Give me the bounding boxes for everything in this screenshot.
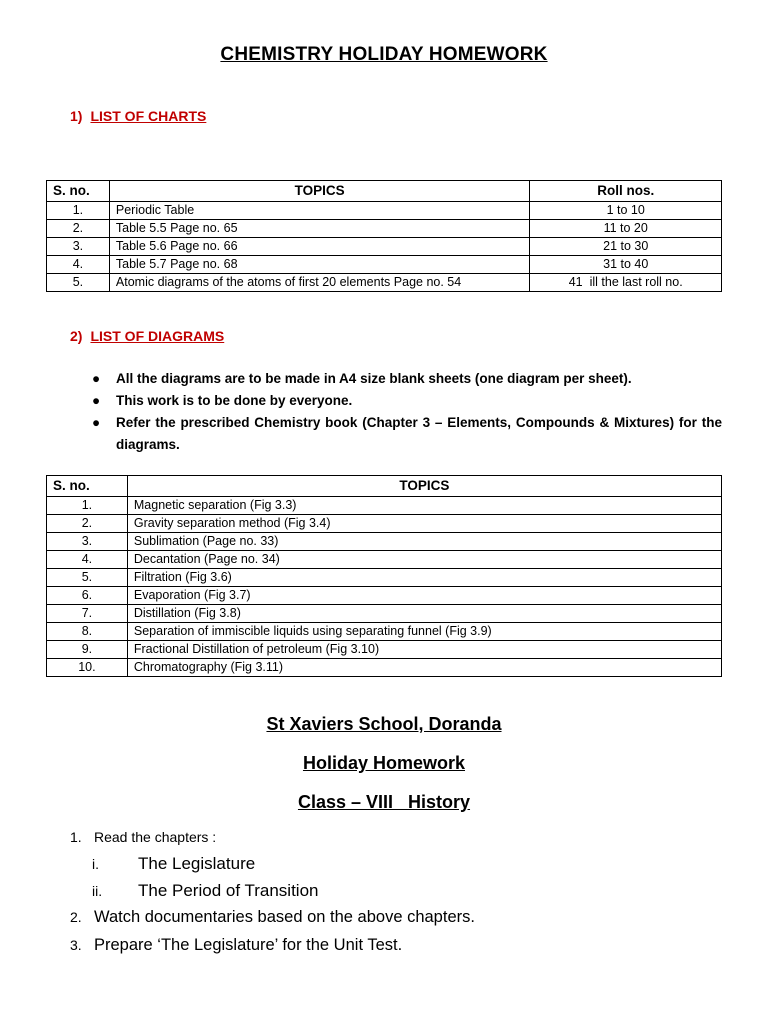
cell-topic: Separation of immiscible liquids using separating funnel (Fig 3.9) (127, 623, 721, 641)
cell-topic: Sublimation (Page no. 33) (127, 533, 721, 551)
cell-topic: Evaporation (Fig 3.7) (127, 587, 721, 605)
item-text: Watch documentaries based on the above chapters. (94, 908, 475, 926)
history-subitem (92, 854, 255, 874)
school-name: St Xaviers School, Doranda (266, 714, 502, 734)
section-charts-heading (70, 108, 206, 124)
table-row (47, 533, 722, 551)
cell-sno: 7. (47, 605, 128, 623)
history-subitem (92, 881, 318, 901)
cell-sno: 3. (47, 533, 128, 551)
cell-roll: 1 to 10 (530, 202, 722, 220)
cell-topic: Chromatography (Fig 3.11) (127, 659, 721, 677)
cell-sno: 1. (47, 497, 128, 515)
section-diagrams-heading (70, 328, 224, 344)
bullet-text: All the diagrams are to be made in A4 size blank sheets (one diagram per sheet). (116, 371, 632, 386)
cell-sno: 4. (47, 256, 110, 274)
item-text: The Period of Transition (138, 881, 319, 900)
table-row (47, 497, 722, 515)
bullet-icon: ● (92, 393, 101, 408)
table-row (47, 220, 722, 238)
table-row (47, 623, 722, 641)
cell-topic: Filtration (Fig 3.6) (127, 569, 721, 587)
cell-sno: 9. (47, 641, 128, 659)
history-item (70, 829, 216, 847)
item-text: Read the chapters : (94, 829, 217, 845)
section-number: 1) (70, 108, 83, 124)
cell-topic: Table 5.6 Page no. 66 (109, 238, 530, 256)
table-row (47, 551, 722, 569)
bullet-icon: ● (92, 415, 101, 430)
table-header-row (47, 181, 722, 202)
list-item (92, 368, 722, 390)
cell-sno: 5. (47, 569, 128, 587)
item-text: Prepare ‘The Legislature’ for the Unit Test. (94, 936, 403, 954)
cell-roll: 41 ill the last roll no. (530, 274, 722, 292)
page-title: CHEMISTRY HOLIDAY HOMEWORK (220, 44, 548, 65)
item-number: 3. (70, 937, 82, 953)
column-header-topics: TOPICS (109, 181, 530, 202)
table-row (47, 605, 722, 623)
table-row (47, 569, 722, 587)
table-row (47, 587, 722, 605)
cell-topic: Gravity separation method (Fig 3.4) (127, 515, 721, 533)
table-row (47, 274, 722, 292)
table-row (47, 256, 722, 274)
cell-roll: 21 to 30 (530, 238, 722, 256)
column-header-topics: TOPICS (127, 476, 721, 497)
history-item (70, 908, 475, 927)
cell-topic: Table 5.7 Page no. 68 (109, 256, 530, 274)
table-row (47, 515, 722, 533)
cell-topic: Magnetic separation (Fig 3.3) (127, 497, 721, 515)
list-item (92, 390, 722, 412)
table-row (47, 641, 722, 659)
history-item (70, 936, 402, 955)
item-text: The Legislature (138, 854, 256, 873)
cell-sno: 5. (47, 274, 110, 292)
table-row (47, 238, 722, 256)
cell-topic: Atomic diagrams of the atoms of first 20 elements Page no. 54 (109, 274, 530, 292)
cell-topic: Distillation (Fig 3.8) (127, 605, 721, 623)
cell-topic: Decantation (Page no. 34) (127, 551, 721, 569)
column-header-sno: S. no. (47, 476, 128, 497)
cell-sno: 6. (47, 587, 128, 605)
cell-roll: 31 to 40 (530, 256, 722, 274)
section-label: LIST OF CHARTS (90, 108, 207, 124)
charts-table (46, 180, 722, 292)
cell-sno: 3. (47, 238, 110, 256)
bullet-text: This work is to be done by everyone. (116, 393, 353, 408)
table-row (47, 202, 722, 220)
cell-sno: 10. (47, 659, 128, 677)
cell-sno: 4. (47, 551, 128, 569)
cell-topic: Periodic Table (109, 202, 530, 220)
column-header-sno: S. no. (47, 181, 110, 202)
cell-sno: 2. (47, 220, 110, 238)
cell-topic: Table 5.5 Page no. 65 (109, 220, 530, 238)
item-number: i. (92, 856, 99, 872)
item-number: 2. (70, 909, 82, 925)
table-header-row (47, 476, 722, 497)
cell-sno: 8. (47, 623, 128, 641)
column-header-roll: Roll nos. (530, 181, 722, 202)
cell-topic: Fractional Distillation of petroleum (Fig 3.10) (127, 641, 721, 659)
holiday-homework-heading: Holiday Homework (302, 753, 466, 773)
cell-roll: 11 to 20 (530, 220, 722, 238)
cell-sno: 1. (47, 202, 110, 220)
class-heading: Class – VIII History (297, 792, 471, 812)
list-item (92, 412, 722, 456)
table-row (47, 659, 722, 677)
bullet-text: Refer the prescribed Chemistry book (Chapter 3 – Elements, Compounds & Mixtures) for the diagrams. (116, 415, 722, 452)
item-number: ii. (92, 883, 103, 899)
cell-sno: 2. (47, 515, 128, 533)
section-number: 2) (70, 328, 83, 344)
section-label: LIST OF DIAGRAMS (90, 328, 225, 344)
bullet-icon: ● (92, 371, 101, 386)
diagrams-table (46, 475, 722, 677)
instruction-list (92, 368, 722, 456)
item-number: 1. (70, 829, 82, 845)
